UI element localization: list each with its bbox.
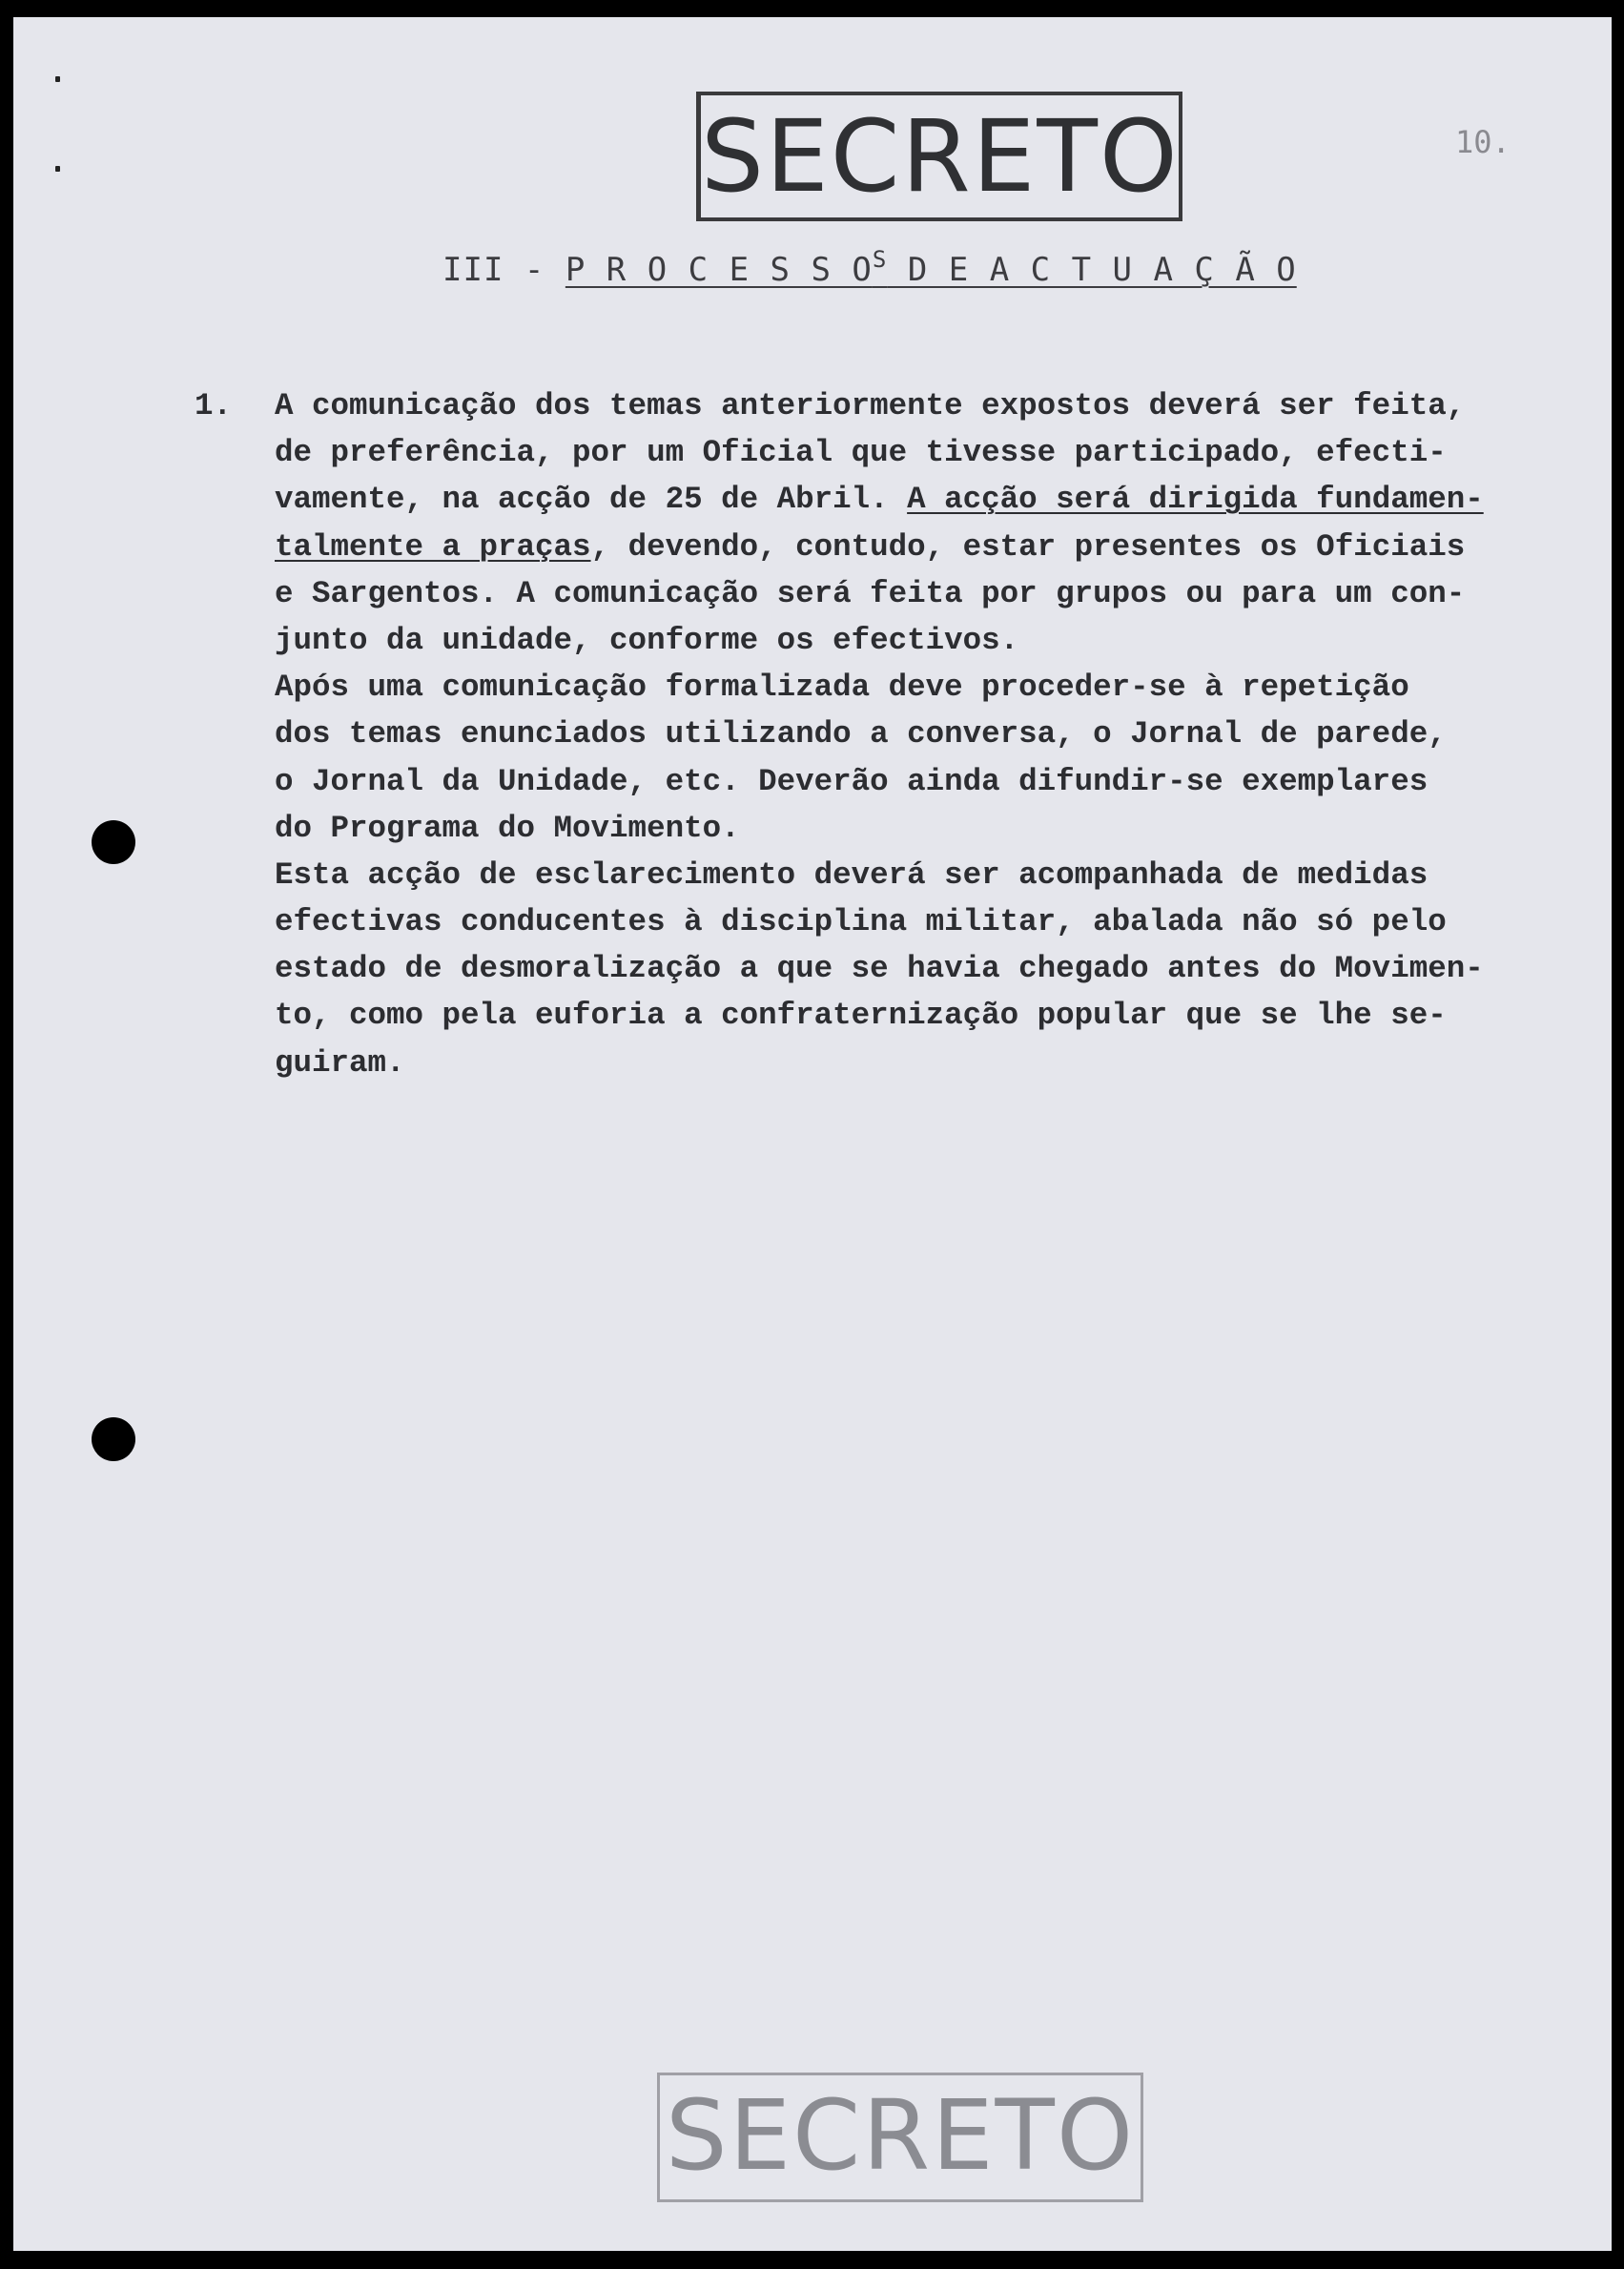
text-line: estado de desmoralização a que se havia chegado antes do Movimen- bbox=[275, 951, 1484, 987]
text-line: to, como pela euforia a confraternização popular que se lhe se- bbox=[275, 998, 1447, 1034]
secreto-stamp-bottom: SECRETO bbox=[657, 2073, 1143, 2202]
punch-hole-top bbox=[92, 820, 135, 864]
page-number: 10. bbox=[1455, 124, 1511, 160]
text-line: junto da unidade, conforme os efectivos. bbox=[275, 622, 1019, 658]
text-line: A comunicação dos temas anteriormente expostos deverá ser feita, bbox=[275, 388, 1466, 423]
text-line: de preferência, por um Oficial que tivesse participado, efecti- bbox=[275, 435, 1447, 471]
text-line: Após uma comunicação formalizada deve proceder-se à repetição bbox=[275, 670, 1409, 706]
text-line: dos temas enunciados utilizando a conversa, o Jornal de parede, bbox=[275, 716, 1447, 753]
section-title-part-b: D E A C T U A Ç Ã O bbox=[887, 251, 1297, 289]
section-numeral: III - bbox=[442, 251, 545, 289]
item-number: 1. bbox=[195, 388, 233, 423]
punch-hole-bottom bbox=[92, 1417, 135, 1461]
text-line: talmente a praças, devendo, contudo, estar presentes os Oficiais bbox=[275, 528, 1466, 565]
section-title-superscript: S bbox=[872, 246, 888, 273]
text-line: Esta acção de esclarecimento deverá ser acompanhada de medidas bbox=[275, 856, 1429, 893]
document-page bbox=[13, 17, 1612, 2251]
body-text bbox=[195, 382, 1610, 1086]
margin-mark bbox=[55, 76, 60, 82]
margin-mark bbox=[55, 166, 60, 172]
text-line: do Programa do Movimento. bbox=[275, 810, 740, 846]
secreto-stamp-top: SECRETO bbox=[696, 92, 1182, 221]
text-line: o Jornal da Unidade, etc. Deverão ainda difundir-se exemplares bbox=[275, 763, 1429, 799]
text-line: vamente, na acção de 25 de Abril. A acção será dirigida fundamen- bbox=[275, 482, 1484, 518]
text-line: guiram. bbox=[275, 1044, 405, 1081]
section-title-part-a: P R O C E S S O bbox=[565, 251, 873, 289]
text-line: e Sargentos. A comunicação será feita por grupos ou para um con- bbox=[275, 575, 1466, 611]
section-heading bbox=[442, 246, 1297, 289]
text-line: efectivas conducentes à disciplina militar, abalada não só pelo bbox=[275, 904, 1447, 940]
section-title bbox=[565, 246, 1297, 289]
